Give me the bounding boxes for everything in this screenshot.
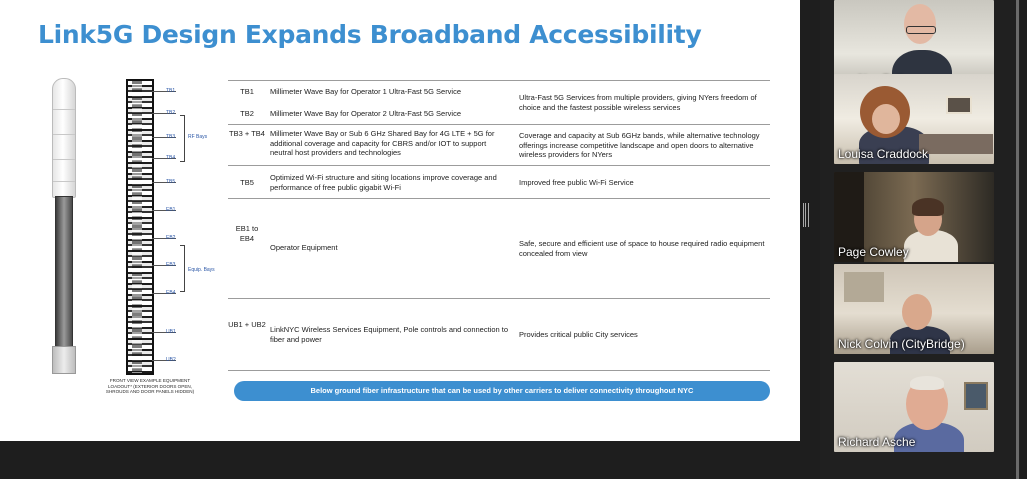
bay-description: Millimeter Wave Bay or Sub 6 GHz Shared Bay for 4G LTE + 5G for additional coverage and capacity for CBRS and/or IOT to support neutral host providers and technologies [270, 129, 495, 158]
bay-benefit: Ultra-Fast 5G Services from multiple providers, giving NYers freedom of choice and the fastest possible wireless services [519, 93, 757, 112]
bay-code: TB5 [240, 178, 254, 187]
pole-internal-view [126, 79, 154, 375]
slide-title: Link5G Design Expands Broadband Accessibility [38, 20, 702, 49]
table-row [228, 198, 770, 299]
table-row [228, 298, 770, 371]
gallery-scrollbar[interactable] [1016, 0, 1019, 479]
participant-tile[interactable] [834, 362, 994, 452]
table-row [228, 80, 770, 125]
bay-label-eb1: EB1 [166, 207, 176, 213]
participant-name: Nick Colvin (CityBridge) [838, 337, 965, 351]
bay-description: LinkNYC Wireless Services Equipment, Pole controls and connection to fiber and power [270, 325, 509, 344]
table-row [228, 124, 770, 165]
participant-name: Richard Asche [838, 435, 916, 449]
bay-label-tb3: TB3 [166, 134, 176, 140]
bay-label-eb4: EB4 [166, 290, 176, 296]
pole-exterior-body [55, 196, 73, 348]
bay-label-tb2: TB2 [166, 110, 176, 116]
bay-label-eb3: EB3 [166, 262, 176, 268]
bay-code: TB3 + TB4 [229, 129, 265, 138]
participant-tile[interactable] [834, 74, 994, 164]
bay-code: TB1 [240, 87, 254, 96]
pole-exterior-top [52, 78, 76, 198]
diagram-caption: FRONT VIEW EXAMPLE EQUIPMENT LOADOUT* (EXTERIOR DOORS OPEN, SHROUDS AND DOOR PANELS HIDDEN) [105, 378, 195, 395]
bay-code: EB1 to EB4 [235, 224, 259, 243]
bay-label-tb5: TB5 [166, 179, 176, 185]
pole-diagram [40, 75, 230, 405]
bay-benefit: Improved free public Wi-Fi Service [519, 178, 634, 187]
bay-label-eb2: EB2 [166, 235, 176, 241]
bay-label-ub1: UB1 [166, 329, 176, 335]
equip-bays-label: Equip. Bays [188, 267, 215, 273]
bay-benefit: Coverage and capacity at Sub 6GHz bands, while alternative technology offerings increase competitive landscape and open doors to alternative wireless providers for NYers [519, 131, 760, 160]
table-row [228, 165, 770, 199]
bay-description: Millimeter Wave Bay for Operator 2 Ultra-Fast 5G Service [270, 109, 462, 118]
bay-benefit: Safe, secure and efficient use of space to house required radio equipment concealed from view [519, 239, 765, 258]
participant-tile[interactable] [834, 172, 994, 262]
bay-description: Operator Equipment [270, 243, 338, 252]
bay-code: UB1 + UB2 [228, 320, 266, 329]
bay-description: Millimeter Wave Bay for Operator 1 Ultra-Fast 5G Service [270, 87, 462, 96]
pole-exterior-base [52, 346, 76, 374]
rf-bays-label: RF Bays [188, 134, 208, 140]
participant-name: Louisa Craddock [838, 147, 929, 161]
bay-description: Optimized Wi-Fi structure and siting locations improve coverage and performance of free public gigabit Wi-Fi [270, 173, 497, 192]
bay-benefit: Provides critical public City services [519, 330, 638, 339]
fiber-infrastructure-banner: Below ground fiber infrastructure that can be used by other carriers to deliver connectivity throughout NYC [234, 381, 770, 401]
panel-resize-handle[interactable] [803, 203, 809, 227]
bay-label-tb1: TB1 [166, 88, 176, 94]
bay-label-tb4: TB4 [166, 155, 176, 161]
participant-tile-active-speaker[interactable] [834, 264, 994, 354]
bay-code: TB2 [240, 109, 254, 118]
participant-name: Page Cowley [838, 245, 909, 259]
bay-label-ub2: UB2 [166, 357, 176, 363]
